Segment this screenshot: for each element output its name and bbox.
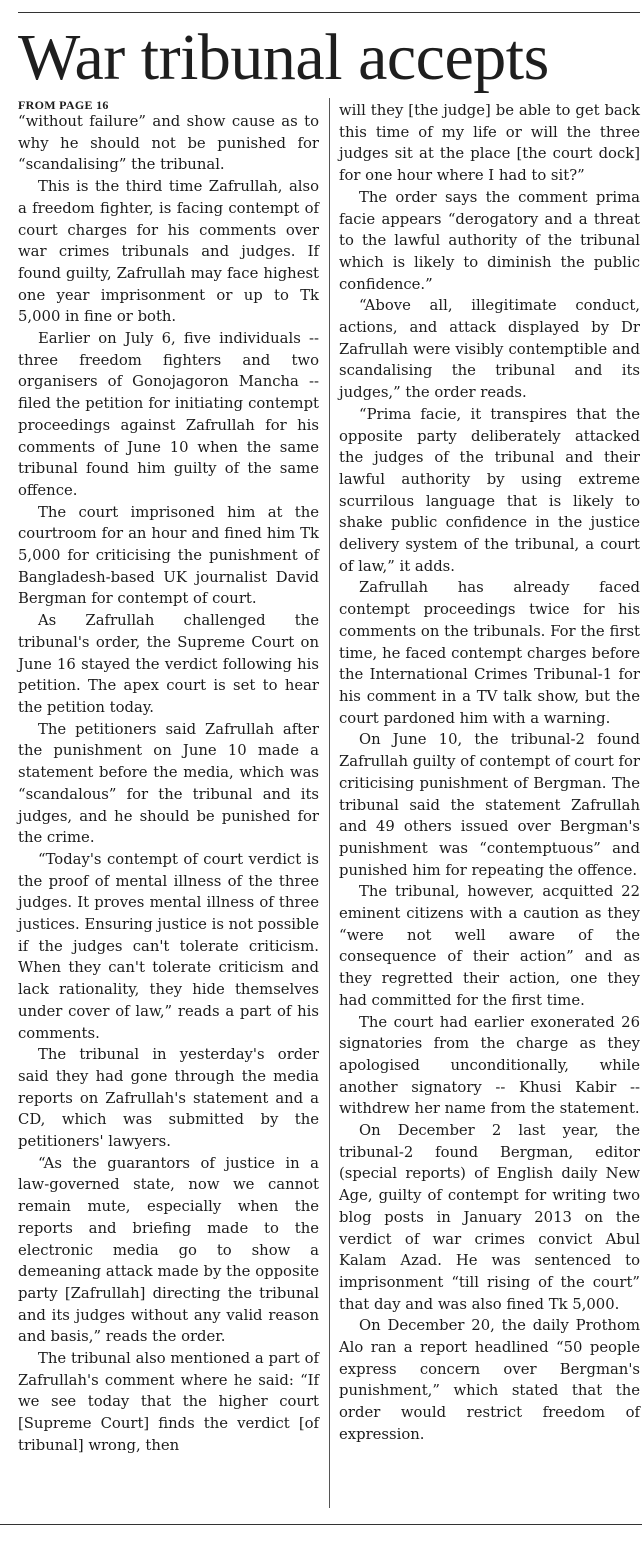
bottom-rule [0,1524,642,1525]
headline: War tribunal accepts [18,21,549,94]
paragraph: The petitioners said Zafrullah after the punishment on June 10 made a statement before the media, which was “scandalous” for the tribunal and its judges, and he should be punished for the crime. [18,720,319,847]
paragraph: will they [the judge] be able to get back this time of my life or will the three judges sit at the place [the court dock] for one hour where I had to sit?” [339,102,640,185]
left-column [18,98,319,1457]
right-column [339,100,640,1446]
paragraph: “without failure” and show cause as to why he should not be punished for “scandalising” the tribunal. [18,113,319,174]
paragraph: This is the third time Zafrullah, also a freedom fighter, is facing contempt of court charges for his comments over war crimes tribunals and judges. If found guilty, Zafrullah may face highest one year imprisonment or up to Tk 5,000 in fine or both. [18,178,319,326]
paragraph: On June 10, the tribunal-2 found Zafrullah guilty of contempt of court for criticising punishment of Bergman. The tribunal said the statement Zafrullah and 49 others issued over Bergman's punishment was “contemptuous” and punished him for repeating the offence. [339,731,640,879]
paragraph: The order says the comment prima facie appears “derogatory and a threat to the lawful authority of the tribunal which is likely to diminish the public confidence.” [339,188,640,293]
column-divider [329,98,330,1508]
paragraph: On December 20, the daily Prothom Alo ran a report headlined “50 people express concern over Bergman's punishment,” which stated that the order would restrict freedom of expression. [339,1317,640,1443]
paragraph: “As the guarantors of justice in a law-governed state, now we cannot remain mute, especially when the reports and briefing made to the electronic media go to show a demeaning attack made by the opposite party [Zafrullah] directing the tribunal and its judges without any valid reason and basis,” reads the order. [18,1154,319,1346]
paragraph: The court had earlier exonerated 26 signatories from the charge as they apologised unconditionally, while another signatory -- Khusi Kabir -- withdrew her name from the statement. [339,1013,640,1118]
paragraph: “Today's contempt of court verdict is the proof of mental illness of the three judges. It proves mental illness of three justices. Ensuring justice is not possible if the judges can't tolerate criticism. When they can't tolerate criticism and lack rationality, they hide themselves under cover of law,” reads a part of his comments. [18,850,319,1042]
top-rule [18,12,640,13]
from-page-label: FROM PAGE 16 [18,98,109,112]
paragraph: As Zafrullah challenged the tribunal's order, the Supreme Court on June 16 stayed the verdict following his petition. The apex court is set to hear the petition today. [18,612,319,716]
paragraph: Zafrullah has already faced contempt proceedings twice for his comments on the tribunals. For the first time, he faced contempt charges before the International Crimes Tribunal-1 for his comment in a TV talk show, but the court pardoned him with a warning. [339,579,640,727]
paragraph: “Above all, illegitimate conduct, actions, and attack displayed by Dr Zafrullah were visibly contemptible and scandalising the tribunal and its judges,” the order reads. [339,297,640,402]
paragraph: The court imprisoned him at the courtroom for an hour and fined him Tk 5,000 for criticising the punishment of Bangladesh-based UK journalist David Bergman for contempt of court. [18,503,319,608]
paragraph: “Prima facie, it transpires that the opposite party deliberately attacked the judges of the tribunal and their lawful authority by using extreme scurrilous language that is likely to shake public confidence in the justice delivery system of the tribunal, a court of law,” it adds. [339,405,640,575]
paragraph: Earlier on July 6, five individuals -- three freedom fighters and two organisers of Gonojagoron Mancha -- filed the petition for initiating contempt proceedings against Zafrullah for his comments of June 10 when the same tribunal found him guilty of the same offence. [18,330,319,499]
paragraph: On December 2 last year, the tribunal-2 found Bergman, editor (special reports) of English daily New Age, guilty of contempt for writing two blog posts in January 2013 on the verdict of war crimes convict Abul Kalam Azad. He was sentenced to imprisonment “till rising of the court” that day and was also fined Tk 5,000. [339,1122,640,1313]
paragraph: The tribunal, however, acquitted 22 eminent citizens with a caution as they “were not well aware of the consequence of their action” and as they regretted their action, one they had committed for the first time. [339,883,640,1009]
paragraph: The tribunal also mentioned a part of Zafrullah's comment where he said: “If we see today that the higher court [Supreme Court] finds the verdict [of tribunal] wrong, then [18,1350,319,1454]
paragraph: The tribunal in yesterday's order said they had gone through the media reports on Zafrullah's statement and a CD, which was submitted by the petitioners' lawyers. [18,1046,319,1151]
